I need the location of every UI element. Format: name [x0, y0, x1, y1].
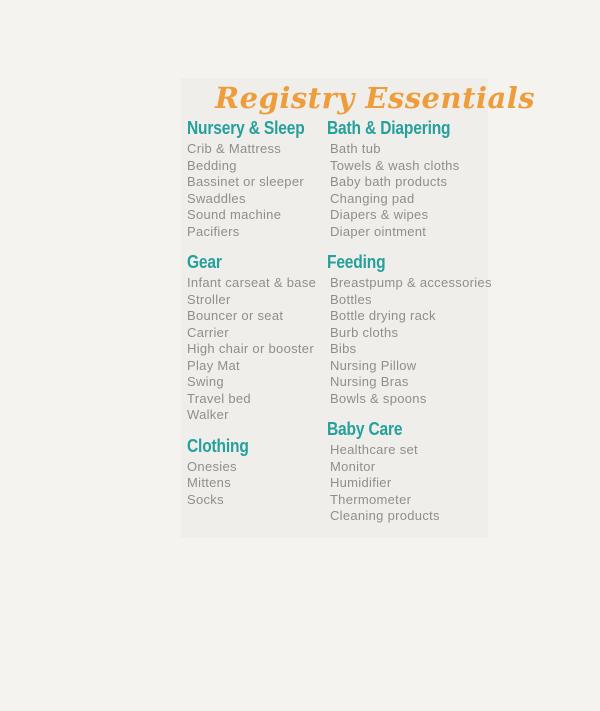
list-item: Bottles [329, 291, 372, 307]
list-item: Bassinet or sleeper [187, 174, 304, 189]
list-item: Bowls & spoons [329, 390, 427, 406]
list-item: Travel bed [187, 390, 251, 406]
section-header: Clothing [187, 434, 249, 456]
list-item: Nursing Pillow [329, 357, 417, 373]
section-header: Nursery & Sleep [187, 117, 305, 138]
section-clothing [187, 436, 327, 509]
page-title: Registry Essentials [215, 81, 536, 115]
list-item: Play Mat [187, 357, 240, 373]
list-item: Mittens [187, 475, 232, 490]
list-item: Towels & wash cloths [329, 157, 460, 173]
section-nursery-sleep [187, 118, 327, 240]
checklist-card [181, 78, 536, 538]
list-item: Breastpump & accessories [329, 275, 492, 290]
list-item: Bottle drying rack [329, 308, 436, 323]
section-header: Feeding [326, 251, 386, 272]
list-item: Infant carseat & base [187, 275, 317, 290]
list-item: Swaddles [187, 190, 246, 206]
section-feeding [327, 252, 492, 407]
list-item: Bath tub [329, 141, 381, 156]
list-item: Socks [187, 491, 224, 507]
list-item: High chair or booster [187, 341, 314, 356]
section-header: Baby Care [326, 418, 403, 439]
list-item: Monitor [329, 458, 376, 474]
columns-container [181, 117, 492, 525]
list-item: Humidifier [329, 475, 392, 490]
list-item: Pacifiers [187, 223, 240, 239]
list-item: Bedding [187, 157, 237, 173]
list-item: Diaper ointment [329, 223, 427, 239]
list-item: Bibs [329, 341, 357, 356]
list-item: Healthcare set [329, 442, 418, 457]
list-item: Walker [187, 407, 229, 422]
list-item: Changing pad [329, 190, 415, 206]
section-baby-care [327, 419, 492, 525]
list-item: Burb cloths [329, 324, 399, 340]
section-gear [187, 252, 327, 424]
section-bath-diapering [327, 118, 492, 240]
list-item: Crib & Mattress [187, 141, 282, 156]
list-item: Onesies [187, 458, 237, 474]
section-header: Bath & Diapering [326, 117, 451, 138]
list-item: Diapers & wipes [329, 207, 429, 222]
list-item: Nursing Bras [329, 374, 409, 389]
list-item: Baby bath products [329, 174, 448, 189]
list-item: Swing [187, 374, 224, 389]
section-header: Gear [187, 251, 222, 272]
list-item: Sound machine [187, 207, 282, 222]
list-item: Thermometer [329, 491, 412, 507]
column-right [327, 118, 492, 525]
list-item: Stroller [187, 291, 231, 307]
list-item: Carrier [187, 324, 229, 340]
list-item: Cleaning products [329, 508, 440, 523]
column-left [181, 118, 327, 525]
list-item: Bouncer or seat [187, 308, 284, 323]
